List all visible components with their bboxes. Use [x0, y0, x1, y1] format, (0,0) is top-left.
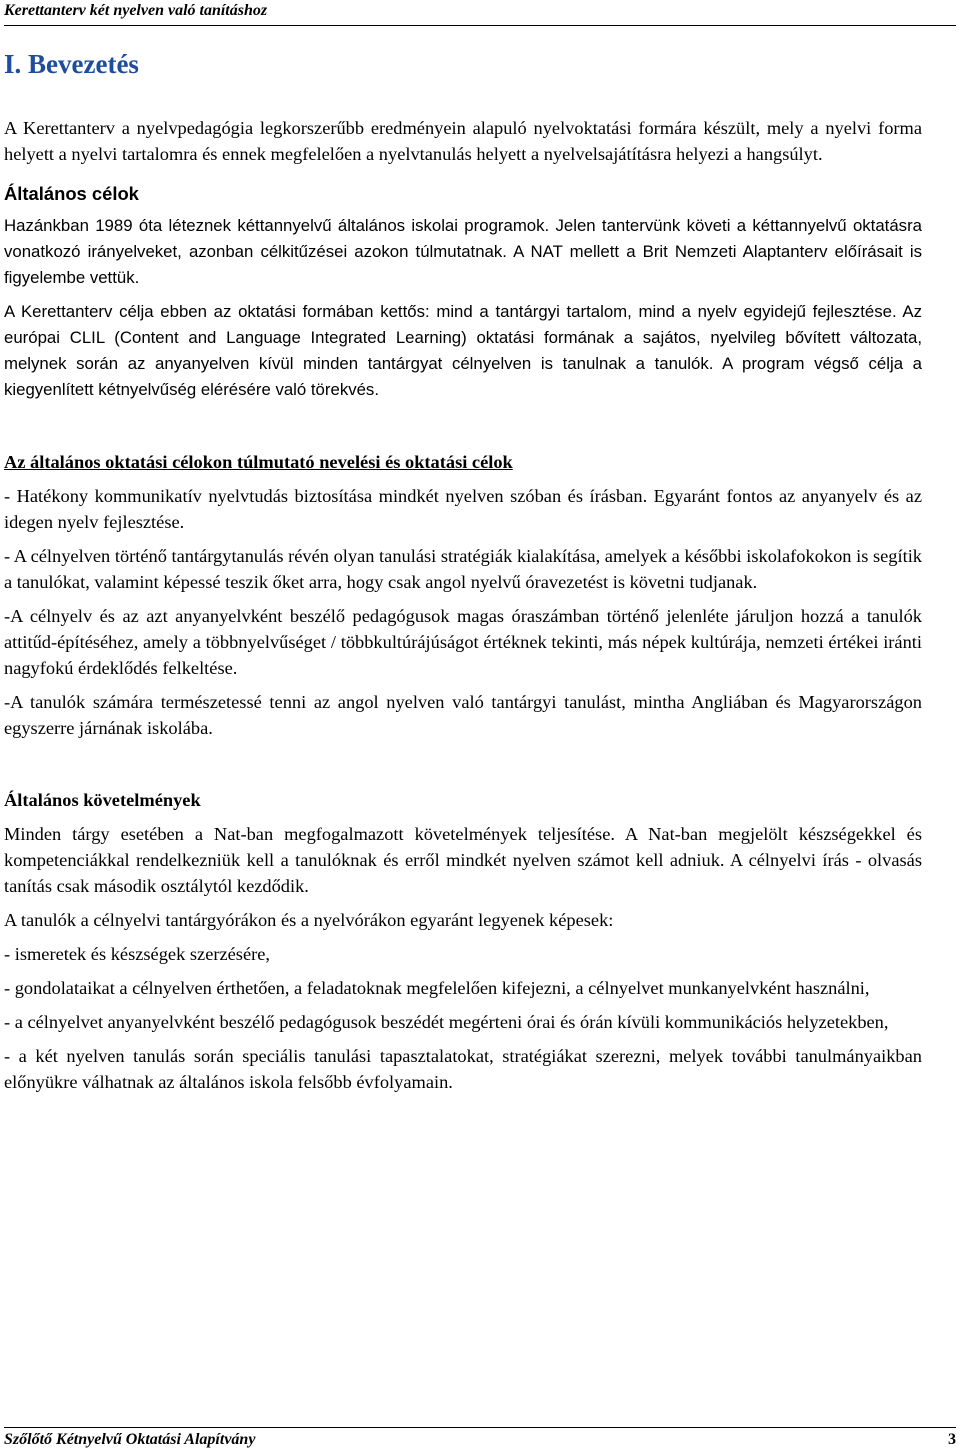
intro-paragraph: A Kerettanterv a nyelvpedagógia legkorszerűbb eredményein alapuló nyelvoktatási formára készült, mely a nyelvi forma helyett a nyelvi tartalomra és ennek megfelelően a nyelvtanulás helyett a nyelvelsajátításra helyezi a hangsúlyt. [4, 118, 922, 164]
section-heading-general-goals: Általános célok [4, 183, 139, 204]
chapter-title: I. Bevezetés [4, 49, 139, 79]
section-heading-requirements: Általános követelmények [4, 790, 201, 810]
requirements-item: - ismeretek és készségek szerzésére, [4, 944, 271, 964]
requirements-item: - a két nyelven tanulás során speciális tanulási tapasztalatokat, stratégiákat szerezni, melyek további tanulmányaikban előnyükre válhatnak az általános iskola felsőbb évfolyamain. [4, 1046, 922, 1092]
beyond-goals-item: -A tanulók számára természetessé tenni az angol nyelven való tantárgyi tanulást, mintha Angliában és Magyarországon egyszerre járnának iskolába. [4, 692, 922, 738]
requirements-paragraph-1: Minden tárgy esetében a Nat-ban megfogalmazott követelmények teljesítése. A Nat-ban megjelölt készségekkel és kompetenciákkal rendelkezniük kell a tanulóknak és erről mindkét nyelven számot kell adniuk. A célnyelvi írás - olvasás tanítás csak második osztálytól kezdődik. [4, 824, 922, 896]
document-body [4, 115, 922, 1095]
beyond-goals-item: - Hatékony kommunikatív nyelvtudás biztosítása mindkét nyelven szóban és írásban. Egyaránt fontos az anyanyelv és az idegen nyelv fejlesztése. [4, 486, 922, 532]
page-number: 3 [948, 1431, 956, 1448]
header-divider [4, 25, 956, 26]
running-header: Kerettanterv két nyelven való tanításhoz [4, 2, 268, 19]
beyond-goals-item: - A célnyelven történő tantárgytanulás révén olyan tanulási stratégiák kialakítása, amelyek a későbbi iskolafokokon is segítik a tanulókat, valamint képessé teszik őket arra, hogy csak angol nyelvű óravezetést is követni tudjanak. [4, 546, 922, 592]
general-goals-paragraph-2: A Kerettanterv célja ebben az oktatási formában kettős: mind a tantárgyi tartalom, mind a nyelv egyidejű fejlesztése. Az európai CLIL (Content and Language Integrated Learning) oktatási formának a sajátos, nyelvileg bővített változata, melynek során az anyanyelven kívül minden tantárgyat célnyelven is tanulnak a tanulók. A program végső célja a kiegyenlített kétnyelvűség elérésére való törekvés. [4, 302, 922, 399]
section-heading-beyond-goals: Az általános oktatási célokon túlmutató nevelési és oktatási célok [4, 452, 513, 472]
general-goals-paragraph-1: Hazánkban 1989 óta léteznek kéttannyelvű általános iskolai programok. Jelen tantervünk követi a kéttannyelvű oktatásra vonatkozó irányelveket, azonban célkitűzései azokon túlmutatnak. A NAT mellett a Brit Nemzeti Alaptanterv előírásait is figyelembe vettük. [4, 216, 922, 287]
requirements-item: - gondolataikat a célnyelven érthetően, a feladatoknak megfelelően kifejezni, a célnyelvet munkanyelvként használni, [4, 978, 870, 998]
footer-divider [4, 1427, 956, 1428]
requirements-paragraph-2: A tanulók a célnyelvi tantárgyórákon és a nyelvórákon egyaránt legyenek képesek: [4, 910, 614, 930]
footer-publisher: Szőlőtő Kétnyelvű Oktatási Alapítvány [4, 1431, 256, 1448]
beyond-goals-item: -A célnyelv és az azt anyanyelvként beszélő pedagógusok magas óraszámban történő jelenléte járuljon hozzá a tanulók attitűd-építéséhez, amely a többnyelvűséget / többkultúrájúságot értéknek tekinti, más népek kultúrája, nemzeti értékei iránti nagyfokú érdeklődés felkeltése. [4, 606, 922, 678]
requirements-item: - a célnyelvet anyanyelvként beszélő pedagógusok beszédét megérteni órai és órán kívüli kommunikációs helyzetekben, [4, 1012, 889, 1032]
